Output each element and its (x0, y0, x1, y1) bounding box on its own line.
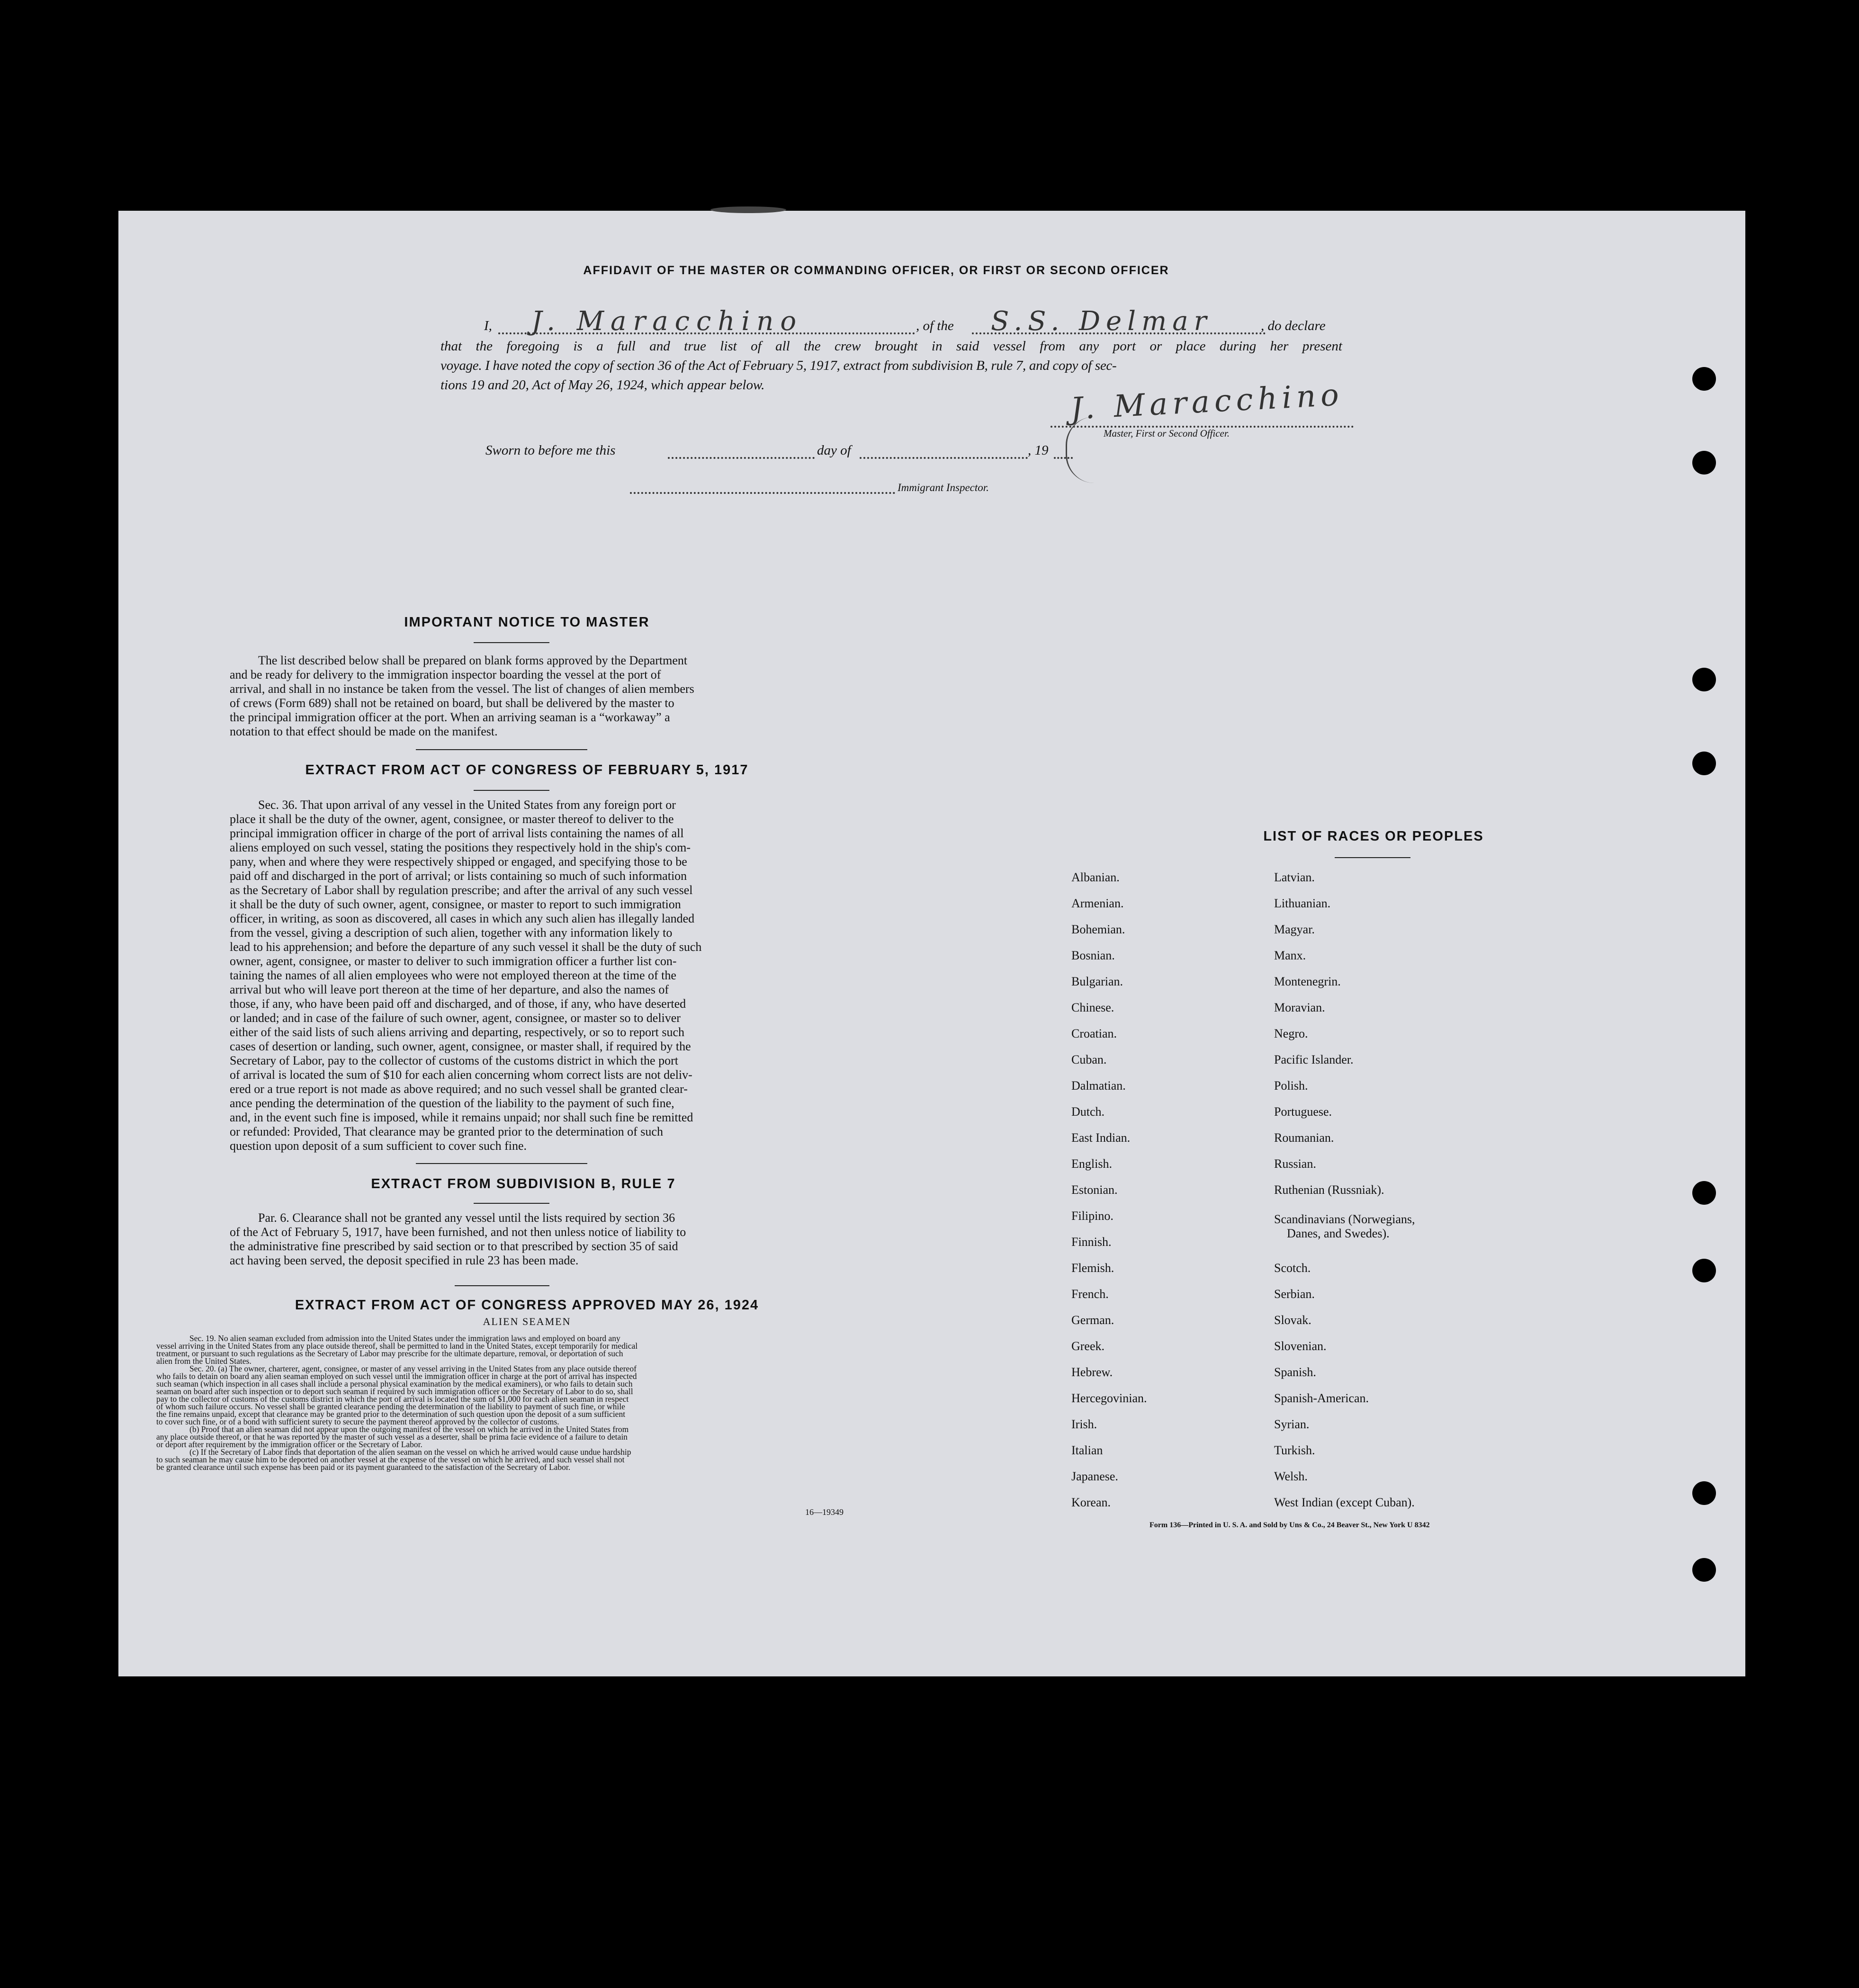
signature-caption: Master, First or Second Officer. (1104, 428, 1230, 439)
punch-hole (1692, 752, 1716, 775)
rule7-title: EXTRACT FROM SUBDIVISION B, RULE 7 (371, 1176, 676, 1191)
rule7-line: of the Act of February 5, 1917, have been furnished, and not then unless notice of liability to (230, 1225, 686, 1239)
race-item: Ruthenian (Russniak). (1274, 1183, 1384, 1197)
act1917-line: or landed; and in case of the failure of such owner, agent, consignee, or master so to deliver (230, 1011, 681, 1025)
sworn-month-line (860, 456, 1028, 459)
act1917-title: EXTRACT FROM ACT OF CONGRESS OF FEBRUARY 5, 1917 (305, 762, 749, 778)
act1924-line: of whom such failure occurs. No vessel shall be granted clearance pending the determination of the liability to payment of such fine, or while (156, 1402, 625, 1411)
race-item: Syrian. (1274, 1417, 1310, 1431)
day-of-label: day of (817, 443, 851, 458)
races-title: LIST OF RACES OR PEOPLES (1263, 829, 1484, 844)
act1924-line: seaman on board after such inspection or to deport such seaman if required by such immigration officer or the Secretary of Labor to do so, shall (156, 1387, 633, 1396)
race-item: Roumanian. (1274, 1131, 1334, 1145)
master-signature-handwritten: J. Maracchino (1069, 377, 1345, 427)
inspector-signature-line (630, 491, 895, 494)
act1924-line: to cover such fine, or of a bond with sufficient surety to secure the payment thereof approved by the collector of customs. (156, 1417, 559, 1426)
notice-title: IMPORTANT NOTICE TO MASTER (404, 615, 650, 630)
affidavit-line-4: tions 19 and 20, Act of May 26, 1924, which appear below. (440, 377, 765, 393)
divider (455, 1285, 549, 1286)
act1924-line: be granted clearance until such expense has been paid or its payment guaranteed to the satisfaction of the Secretary of Labor. (156, 1462, 571, 1472)
act1924-line: (b) Proof that an alien seaman did not appear upon the outgoing manifest of the vessel on which he arrived in the United States from (189, 1424, 629, 1434)
affidavit-line-1 (484, 306, 1342, 337)
act1917-line: lead to his apprehension; and before the departure of any such vessel it shall be the duty of such (230, 940, 702, 954)
race-item: Croatian. (1071, 1027, 1117, 1040)
sworn-year-line (1054, 456, 1073, 459)
year-label: , 19 (1028, 443, 1049, 458)
act1924-line: any place outside thereof, or that he was reported by the master of such vessel as a deserter, shall be prima facie evidence of a failure to detain (156, 1432, 628, 1442)
act1917-line: ance pending the determination of the question of the liability to the payment of such fine, (230, 1096, 674, 1110)
race-item: Cuban. (1071, 1053, 1107, 1066)
act1924-title: EXTRACT FROM ACT OF CONGRESS APPROVED MAY 26, 1924 (295, 1298, 759, 1313)
race-item: Magyar. (1274, 922, 1315, 936)
race-item: Lithuanian. (1274, 896, 1331, 910)
rule7-line: the administrative fine prescribed by said section or to that prescribed by section 35 of said (230, 1239, 678, 1253)
race-item: Manx. (1274, 949, 1306, 962)
act1917-line: principal immigration officer in charge of the port of arrival lists containing the names of all (230, 826, 684, 840)
race-item: Montenegrin. (1274, 975, 1341, 988)
race-item: Spanish. (1274, 1365, 1316, 1379)
act1917-line: officer, in writing, as soon as discovered, all cases in which any such alien has illegally landed (230, 912, 695, 925)
act1924-line: vessel arriving in the United States from any place outside thereof, shall be permitted to land in the United States, except temporarily for medical (156, 1341, 638, 1351)
act1924-line: such seaman (which inspection in all cases shall include a personal physical examination by the medical examiners), or who fails to detain such (156, 1379, 633, 1388)
act1917-line: Secretary of Labor, pay to the collector of customs of the customs district in which the port (230, 1054, 678, 1067)
do-declare-label: , do declare (1261, 318, 1326, 333)
race-item: Armenian. (1071, 896, 1124, 910)
race-item: Latvian. (1274, 870, 1315, 884)
printer-footer: Form 136—Printed in U. S. A. and Sold by Uns & Co., 24 Beaver St., New York U 8342 (1150, 1521, 1430, 1529)
act1924-line: (c) If the Secretary of Labor finds that deportation of the alien seaman on the vessel on which he arrived would cause undue hardship (189, 1447, 631, 1457)
race-item: Filipino. (1071, 1209, 1114, 1223)
act1924-line: who fails to detain on board any alien seaman employed on such vessel until the immigration officer in charge at the port of arrival has inspected (156, 1371, 637, 1381)
race-item: Irish. (1071, 1417, 1097, 1431)
race-item: German. (1071, 1313, 1114, 1327)
sworn-line (485, 443, 1073, 462)
divider (416, 1163, 587, 1164)
race-item: Slovenian. (1274, 1339, 1327, 1353)
race-item: Greek. (1071, 1339, 1105, 1353)
notice-line: the principal immigration officer at the port. When an arriving seaman is a “workaway” a (230, 710, 670, 724)
race-item: Welsh. (1274, 1469, 1308, 1483)
act1917-line: ered or a true report is not made as above required; and no such vessel shall be granted clear- (230, 1082, 688, 1096)
race-item: Bulgarian. (1071, 975, 1123, 988)
affidavit-title: AFFIDAVIT OF THE MASTER OR COMMANDING OFFICER, OR FIRST OR SECOND OFFICER (583, 264, 1169, 277)
race-item: English. (1071, 1157, 1112, 1171)
act1917-line: from the vessel, giving a description of such alien, together with any information likely to (230, 926, 673, 940)
i-label: I, (484, 318, 492, 333)
divider (474, 790, 549, 791)
race-item: Italian (1071, 1443, 1103, 1457)
race-item: Turkish. (1274, 1443, 1315, 1457)
race-item: Serbian. (1274, 1287, 1315, 1301)
act1924-line: Sec. 20. (a) The owner, charterer, agent, consignee, or master of any vessel arriving in the United States from any place outside thereof (189, 1364, 637, 1373)
act1917-line: or refunded: Provided, That clearance may be granted prior to the determination of such (230, 1125, 663, 1138)
rule7-line: Par. 6. Clearance shall not be granted any vessel until the lists required by section 36 (258, 1211, 675, 1225)
race-item: Hercegovinian. (1071, 1391, 1147, 1405)
race-item: Danes, and Swedes). (1287, 1227, 1390, 1240)
race-item: Japanese. (1071, 1469, 1118, 1483)
notice-line: arrival, and shall in no instance be taken from the vessel. The list of changes of alien members (230, 682, 694, 696)
race-item: Pacific Islander. (1274, 1053, 1354, 1066)
page-top-shadow (710, 206, 786, 213)
act1924-line: Sec. 19. No alien seaman excluded from admission into the United States under the immigration laws and employed on board any (189, 1334, 620, 1343)
act1924-subtitle: ALIEN SEAMEN (483, 1316, 571, 1327)
act1924-line: pay to the collector of customs of the customs district in which the port of arrival is located the sum of $1,000 for each alien seaman in respect (156, 1394, 629, 1404)
race-item: Albanian. (1071, 870, 1120, 884)
race-item: Scandinavians (Norwegians, (1274, 1212, 1415, 1226)
act1917-line: cases of desertion or landing, such owner, agent, consignee, or master shall, if required by the (230, 1039, 691, 1053)
act1917-line: question upon deposit of a sum sufficient to cover such fine. (230, 1139, 527, 1153)
divider (1335, 857, 1410, 858)
act1917-line: Sec. 36. That upon arrival of any vessel in the United States from any foreign port or (258, 798, 676, 812)
race-item: Negro. (1274, 1027, 1308, 1040)
punch-hole (1692, 668, 1716, 691)
sworn-label: Sworn to before me this (485, 443, 616, 458)
affidavit-line-3: voyage. I have noted the copy of section 36 of the Act of February 5, 1917, extract from subdivision B, rule 7, and copy of sec- (440, 358, 1117, 373)
race-item: Portuguese. (1274, 1105, 1332, 1119)
punch-hole (1692, 1259, 1716, 1282)
act1924-line: or deport after requirement by the immigration officer or the Secretary of Labor. (156, 1440, 422, 1449)
act1917-line: as the Secretary of Labor shall by regulation prescribe; and after the arrival of any such vessel (230, 883, 693, 897)
race-item: Dutch. (1071, 1105, 1105, 1119)
notice-body (230, 654, 775, 739)
race-item: East Indian. (1071, 1131, 1131, 1145)
divider (474, 642, 549, 643)
race-item: Hebrew. (1071, 1365, 1113, 1379)
of-the-label: , of the (916, 318, 954, 333)
race-item: Finnish. (1071, 1235, 1112, 1249)
race-item: Flemish. (1071, 1261, 1114, 1275)
sworn-day-line (668, 456, 815, 459)
divider (416, 749, 587, 750)
act1917-line: either of the said lists of such aliens arriving and departing, respectively, or so to report such (230, 1025, 685, 1039)
act1917-line: taining the names of all alien employees who were not employed thereon at the time of the (230, 968, 676, 982)
form-code: 16—19349 (805, 1507, 844, 1517)
act1924-line: the fine remains unpaid, except that clearance may be granted prior to the determination of such question upon the deposit of a sum sufficient (156, 1409, 626, 1419)
punch-hole (1692, 1558, 1716, 1582)
act1917-line: those, if any, who have been paid off and discharged, and of those, if any, who have deserted (230, 997, 686, 1011)
race-item: Spanish-American. (1274, 1391, 1369, 1405)
act1917-line: pany, when and where they were respectively shipped or engaged, and specifying those to be (230, 855, 687, 869)
notice-line: and be ready for delivery to the immigration inspector boarding the vessel at the port of (230, 668, 661, 681)
punch-hole (1692, 1481, 1716, 1505)
race-item: West Indian (except Cuban). (1274, 1495, 1415, 1509)
act1917-line: paid off and discharged in the port of arrival; or lists containing so much of such information (230, 869, 687, 883)
race-item: Bosnian. (1071, 949, 1115, 962)
master-name-handwritten: J. Maracchino (531, 306, 803, 337)
act1917-line: place it shall be the duty of the owner, agent, consignee, or master thereof to deliver to the (230, 812, 674, 826)
act1917-line: aliens employed on such vessel, stating the positions they respectively hold in the ship's com- (230, 841, 691, 854)
race-item: Korean. (1071, 1495, 1111, 1509)
act1917-body (230, 798, 775, 1153)
act1917-line: and, in the event such fine is imposed, while it remains unpaid; nor shall such fine be remitted (230, 1110, 693, 1124)
notice-line: The list described below shall be prepared on blank forms approved by the Department (258, 654, 688, 667)
rule7-line: act having been served, the deposit specified in rule 23 has been made. (230, 1254, 579, 1267)
divider (474, 1203, 549, 1204)
punch-hole (1692, 451, 1716, 475)
notice-line: of crews (Form 689) shall not be retained on board, but shall be delivered by the master to (230, 696, 674, 710)
punch-hole (1692, 1181, 1716, 1205)
act1924-line: alien from the United States. (156, 1356, 251, 1366)
race-item: Dalmatian. (1071, 1079, 1126, 1093)
race-item: Moravian. (1274, 1001, 1325, 1014)
race-item: Chinese. (1071, 1001, 1114, 1014)
act1917-line: it shall be the duty of such owner, agent, consignee, or master to report to such immigration (230, 897, 681, 911)
race-item: Scotch. (1274, 1261, 1311, 1275)
vessel-name-handwritten: S.S. Delmar (991, 306, 1212, 337)
act1917-line: arrival but who will leave port thereon at the time of her departure, and also the names of (230, 983, 669, 996)
affidavit-line-2: that the foregoing is a full and true list of all the crew brought in said vessel from any port or place during her present (440, 339, 1342, 354)
race-item: Estonian. (1071, 1183, 1118, 1197)
punch-hole (1692, 367, 1716, 391)
act1924-line: treatment, or pursuant to such regulations as the Secretary of Labor may prescribe for the ultimate departure, removal, or deportation of such (156, 1349, 623, 1358)
race-item: Slovak. (1274, 1313, 1311, 1327)
act1924-body (156, 1334, 851, 1471)
race-item: Bohemian. (1071, 922, 1125, 936)
inspector-label: Immigrant Inspector. (898, 482, 989, 493)
act1917-line: owner, agent, consignee, or master to deliver to such immigration officer a further list con- (230, 954, 677, 968)
notice-line: notation to that effect should be made on the manifest. (230, 725, 498, 738)
race-item: Polish. (1274, 1079, 1308, 1093)
act1924-line: to such seaman he may cause him to be deported on another vessel at the expense of the vessel on which he arrived, and such vessel shall not (156, 1455, 625, 1464)
race-item: Russian. (1274, 1157, 1316, 1171)
act1917-line: of arrival is located the sum of $10 for each alien concerning whom correct lists are not deliv- (230, 1068, 692, 1082)
race-item: French. (1071, 1287, 1109, 1301)
rule7-body (230, 1211, 775, 1268)
